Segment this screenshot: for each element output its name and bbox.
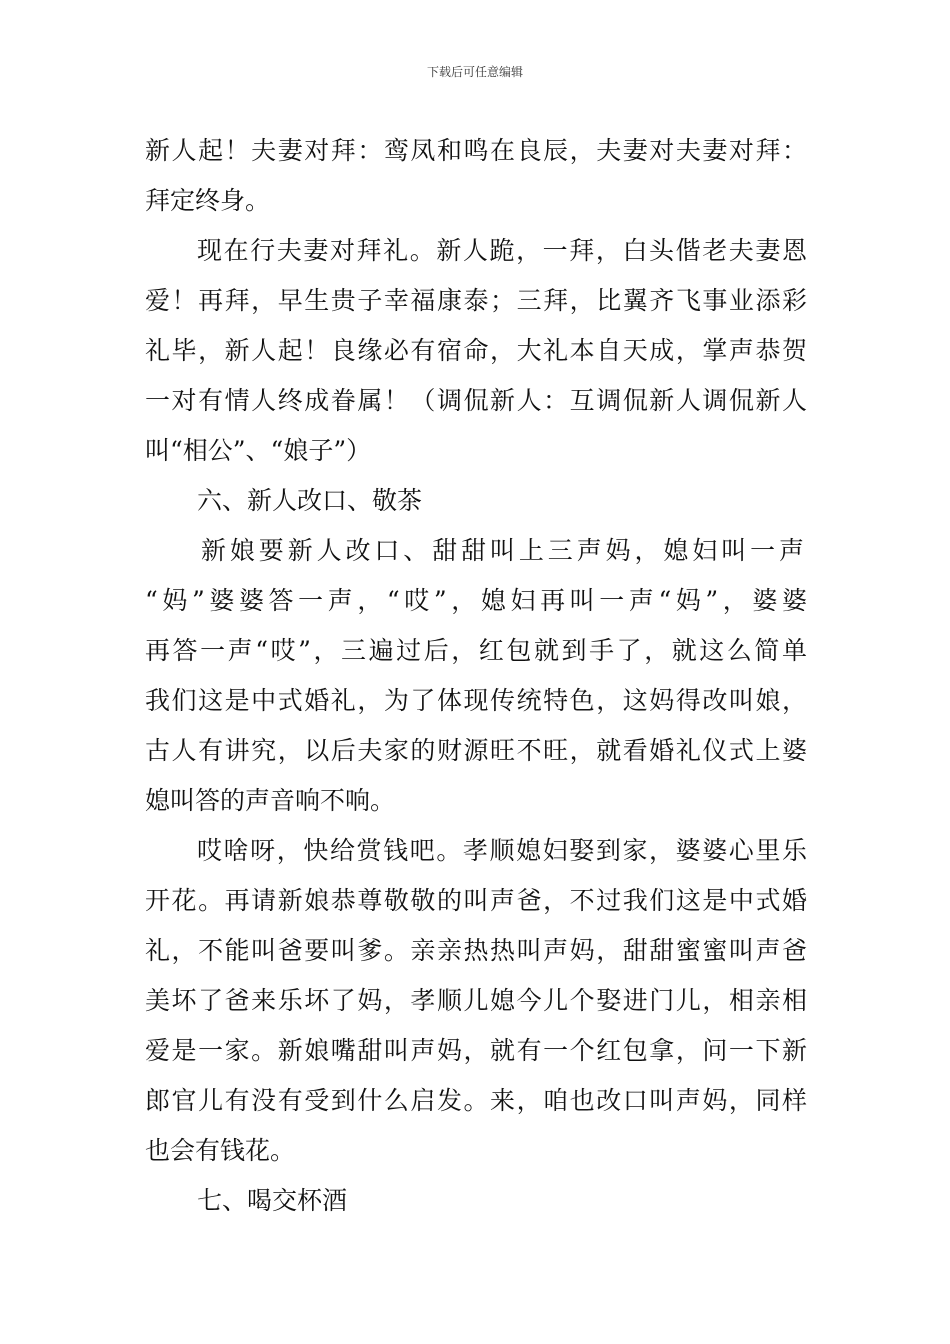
text-line: 哎啥呀，快给赏钱吧。孝顺媳妇娶到家，婆婆心里乐 <box>197 836 807 865</box>
text-line: 礼毕，新人起！良缘必有宿命，大礼本自天成，掌声恭贺 <box>145 336 807 365</box>
text-line: 古人有讲究，以后夫家的财源旺不旺，就看婚礼仪式上婆 <box>145 736 807 765</box>
text-line: 美坏了爸来乐坏了妈，孝顺儿媳今儿个娶进门儿，相亲相 <box>145 986 807 1015</box>
text-line: 媳叫答的声音响不响。 <box>145 786 396 815</box>
text-line: 也会有钱花。 <box>145 1136 296 1165</box>
section-heading: 六、新人改口、敬茶 <box>197 486 423 515</box>
text-line: 新人起！夫妻对拜：鸾凤和鸣在良辰，夫妻对夫妻对拜： <box>145 136 807 165</box>
text-line: 郎官儿有没有受到什么启发。来，咱也改口叫声妈，同样 <box>145 1086 807 1115</box>
document-body <box>145 126 807 1226</box>
text-line: 再答一声“哎”，三遍过后，红包就到手了，就这么简单 <box>145 636 807 665</box>
text-line: 叫“相公”、“娘子”） <box>145 436 372 465</box>
text-line: 现在行夫妻对拜礼。新人跪，一拜，白头偕老夫妻恩 <box>197 236 807 265</box>
text-line: 拜定终身。 <box>145 186 271 215</box>
text-line: 礼，不能叫爸要叫爹。亲亲热热叫声妈，甜甜蜜蜜叫声爸 <box>145 936 807 965</box>
text-line: 我们这是中式婚礼，为了体现传统特色，这妈得改叫娘， <box>145 686 807 715</box>
text-line: 爱是一家。新娘嘴甜叫声妈，就有一个红包拿，问一下新 <box>145 1036 807 1065</box>
section-heading: 七、喝交杯酒 <box>197 1186 348 1215</box>
text-line: 新娘要新人改口、甜甜叫上三声妈，媳妇叫一声 <box>201 536 807 565</box>
text-line: 开花。再请新娘恭尊敬敬的叫声爸，不过我们这是中式婚 <box>145 886 807 915</box>
text-line: 一对有情人终成眷属！（调侃新人：互调侃新人调侃新人 <box>145 386 807 415</box>
page-header-note: 下载后可任意编辑 <box>426 65 523 79</box>
text-line: “妈”婆婆答一声，“哎”，媳妇再叫一声“妈”，婆婆 <box>145 586 807 615</box>
text-line: 爱！再拜，早生贵子幸福康泰；三拜，比翼齐飞事业添彩 <box>145 286 807 315</box>
